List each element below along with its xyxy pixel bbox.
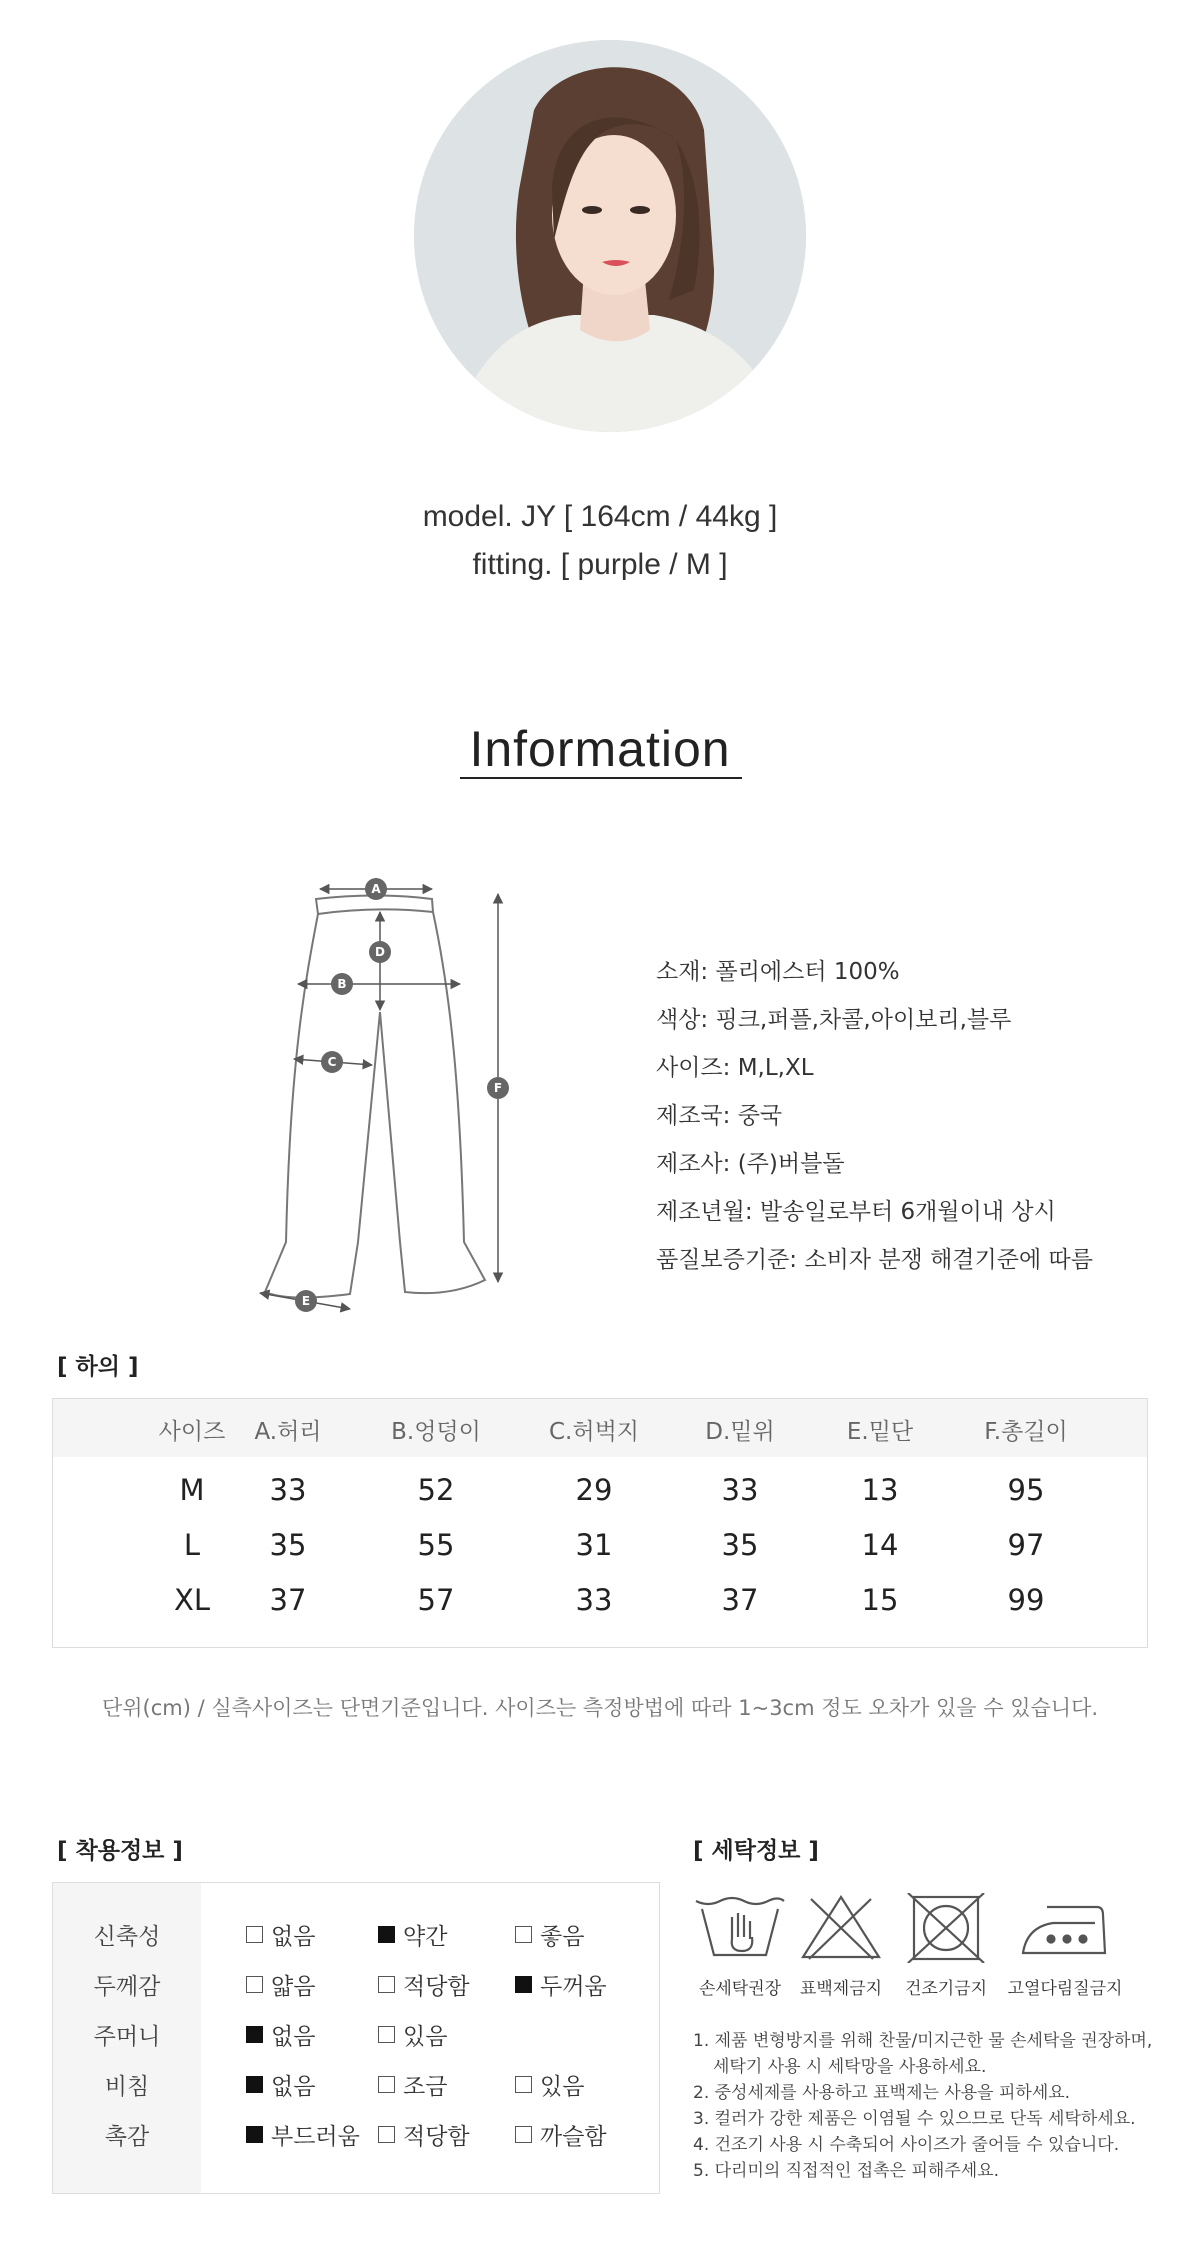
row-label-texture: 촉감 <box>104 2124 150 2150</box>
row-label-sheerness: 비침 <box>104 2074 150 2100</box>
spec-manufacture-date: 제조년월: 발송일로부터 6개월이내 상시 <box>656 1199 1056 1225</box>
marker-e-label: E <box>301 1294 311 1308</box>
option-stretch-slight: 약간 <box>378 1918 447 1951</box>
checked-box-icon <box>378 1926 395 1943</box>
care-note: 4. 건조기 사용 시 수축되어 사이즈가 줄어들 수 있습니다. <box>693 2135 1120 2155</box>
option-texture-rough: 까슬함 <box>515 2118 607 2151</box>
hem-cell: 15 <box>861 1583 899 1617</box>
pants-outline <box>250 862 520 1317</box>
option-thickness-thick: 두꺼움 <box>515 1968 607 2001</box>
spec-material: 소재: 폴리에스터 100% <box>656 959 900 985</box>
checkbox-icon <box>246 1976 263 1993</box>
waist-cell: 37 <box>269 1583 307 1617</box>
rise-cell: 33 <box>721 1473 759 1507</box>
laundry-info-label: [ 세탁정보 ] <box>693 1838 819 1864</box>
wear-info-table <box>52 1882 660 2194</box>
model-photo-illustration <box>414 40 806 432</box>
marker-b-label: B <box>337 977 347 991</box>
no-bleach-label: 표백제금지 <box>799 1979 883 1999</box>
care-note: 3. 컬러가 강한 제품은 이염될 수 있으므로 단독 세탁하세요. <box>693 2109 1136 2129</box>
size-table-header <box>53 1399 1147 1457</box>
size-table <box>52 1398 1148 1648</box>
row-label-thickness: 두께감 <box>93 1974 161 2000</box>
rise-cell: 37 <box>721 1583 759 1617</box>
option-thickness-medium: 적당함 <box>378 1968 470 2001</box>
row-label-stretch: 신축성 <box>93 1924 161 1950</box>
wear-info-label: [ 착용정보 ] <box>57 1838 183 1864</box>
option-stretch-none: 없음 <box>246 1918 315 1951</box>
option-pocket-yes: 있음 <box>378 2018 447 2051</box>
thigh-cell: 31 <box>575 1528 613 1562</box>
marker-c-label: C <box>327 1055 337 1069</box>
marker-d-label: D <box>375 945 385 959</box>
length-cell: 97 <box>1007 1528 1045 1562</box>
size-cell: M <box>179 1473 205 1507</box>
option-sheer-slight: 조금 <box>378 2068 447 2101</box>
hem-cell: 13 <box>861 1473 899 1507</box>
header-hip: B.엉덩이 <box>391 1419 481 1445</box>
marker-f-label: F <box>493 1081 503 1095</box>
waist-cell: 35 <box>269 1528 307 1562</box>
spec-country: 제조국: 중국 <box>656 1103 783 1129</box>
spec-manufacturer: 제조사: (주)버블돌 <box>656 1151 845 1177</box>
header-rise: D.밑위 <box>705 1419 775 1445</box>
checkbox-icon <box>378 1976 395 1993</box>
no-hot-iron-icon <box>1017 1893 1113 1963</box>
checkbox-icon <box>246 1926 263 1943</box>
checked-box-icon <box>515 1976 532 1993</box>
checkbox-icon <box>378 2126 395 2143</box>
checkbox-icon <box>515 2126 532 2143</box>
option-sheer-yes: 있음 <box>515 2068 584 2101</box>
length-cell: 95 <box>1007 1473 1045 1507</box>
option-stretch-good: 좋음 <box>515 1918 584 1951</box>
checkbox-icon <box>378 2076 395 2093</box>
header-thigh: C.허벅지 <box>548 1419 640 1445</box>
option-texture-medium: 적당함 <box>378 2118 470 2151</box>
rise-cell: 35 <box>721 1528 759 1562</box>
title-underline <box>460 777 742 779</box>
care-notes <box>693 2028 1152 2184</box>
header-waist: A.허리 <box>254 1419 322 1445</box>
spec-colors: 색상: 핑크,퍼플,차콜,아이보리,블루 <box>656 1007 1012 1033</box>
model-photo <box>414 40 806 432</box>
header-size: 사이즈 <box>158 1419 226 1445</box>
option-thickness-thin: 얇음 <box>246 1968 315 2001</box>
hand-wash-icon <box>692 1893 788 1963</box>
no-tumble-dry-label: 건조기금지 <box>904 1979 988 1999</box>
care-note: 5. 다리미의 직접적인 접촉은 피해주세요. <box>693 2161 999 2181</box>
checked-box-icon <box>246 2126 263 2143</box>
waist-cell: 33 <box>269 1473 307 1507</box>
checkbox-icon <box>515 1926 532 1943</box>
fitting-info: fitting. [ purple / M ] <box>472 548 728 581</box>
hip-cell: 55 <box>417 1528 455 1562</box>
bottoms-label: [ 하의 ] <box>57 1354 139 1380</box>
header-length: F.총길이 <box>984 1419 1068 1445</box>
thigh-cell: 33 <box>575 1583 613 1617</box>
no-tumble-dry-icon <box>898 1893 994 1963</box>
checkbox-icon <box>515 2076 532 2093</box>
hand-wash-label: 손세탁권장 <box>698 1979 782 1999</box>
option-texture-soft: 부드러움 <box>246 2118 360 2151</box>
spec-quality-guarantee: 품질보증기준: 소비자 분쟁 해결기준에 따름 <box>656 1247 1093 1273</box>
size-cell: XL <box>173 1583 211 1617</box>
option-sheer-none: 없음 <box>246 2068 315 2101</box>
pants-measurement-diagram <box>250 862 520 1317</box>
product-spec-list <box>656 948 1093 1284</box>
marker-a-label: A <box>371 882 381 896</box>
hip-cell: 52 <box>417 1473 455 1507</box>
model-stats: model. JY [ 164cm / 44kg ] <box>422 500 778 533</box>
hip-cell: 57 <box>417 1583 455 1617</box>
care-note: 2. 중성세제를 사용하고 표백제는 사용을 피하세요. <box>693 2083 1071 2103</box>
unit-note: 단위(cm) / 실측사이즈는 단면기준입니다. 사이즈는 측정방법에 따라 1~3cm 정도 오차가 있을 수 있습니다. <box>101 1696 1099 1720</box>
header-hem: E.밑단 <box>846 1419 914 1445</box>
care-note: 세탁기 사용 시 세탁망을 사용하세요. <box>713 2057 987 2077</box>
no-bleach-icon <box>793 1893 889 1963</box>
checked-box-icon <box>246 2026 263 2043</box>
care-note: 1. 제품 변형방지를 위해 찬물/미지근한 물 손세탁을 권장하며, <box>693 2031 1153 2051</box>
option-pocket-none: 없음 <box>246 2018 315 2051</box>
checkbox-icon <box>378 2026 395 2043</box>
spec-sizes: 사이즈: M,L,XL <box>656 1055 814 1081</box>
row-label-pocket: 주머니 <box>93 2024 161 2050</box>
information-title: Information <box>469 721 731 777</box>
length-cell: 99 <box>1007 1583 1045 1617</box>
size-cell: L <box>183 1528 201 1562</box>
thigh-cell: 29 <box>575 1473 613 1507</box>
checked-box-icon <box>246 2076 263 2093</box>
hem-cell: 14 <box>861 1528 899 1562</box>
no-hot-iron-label: 고열다림질금지 <box>1007 1979 1123 1999</box>
